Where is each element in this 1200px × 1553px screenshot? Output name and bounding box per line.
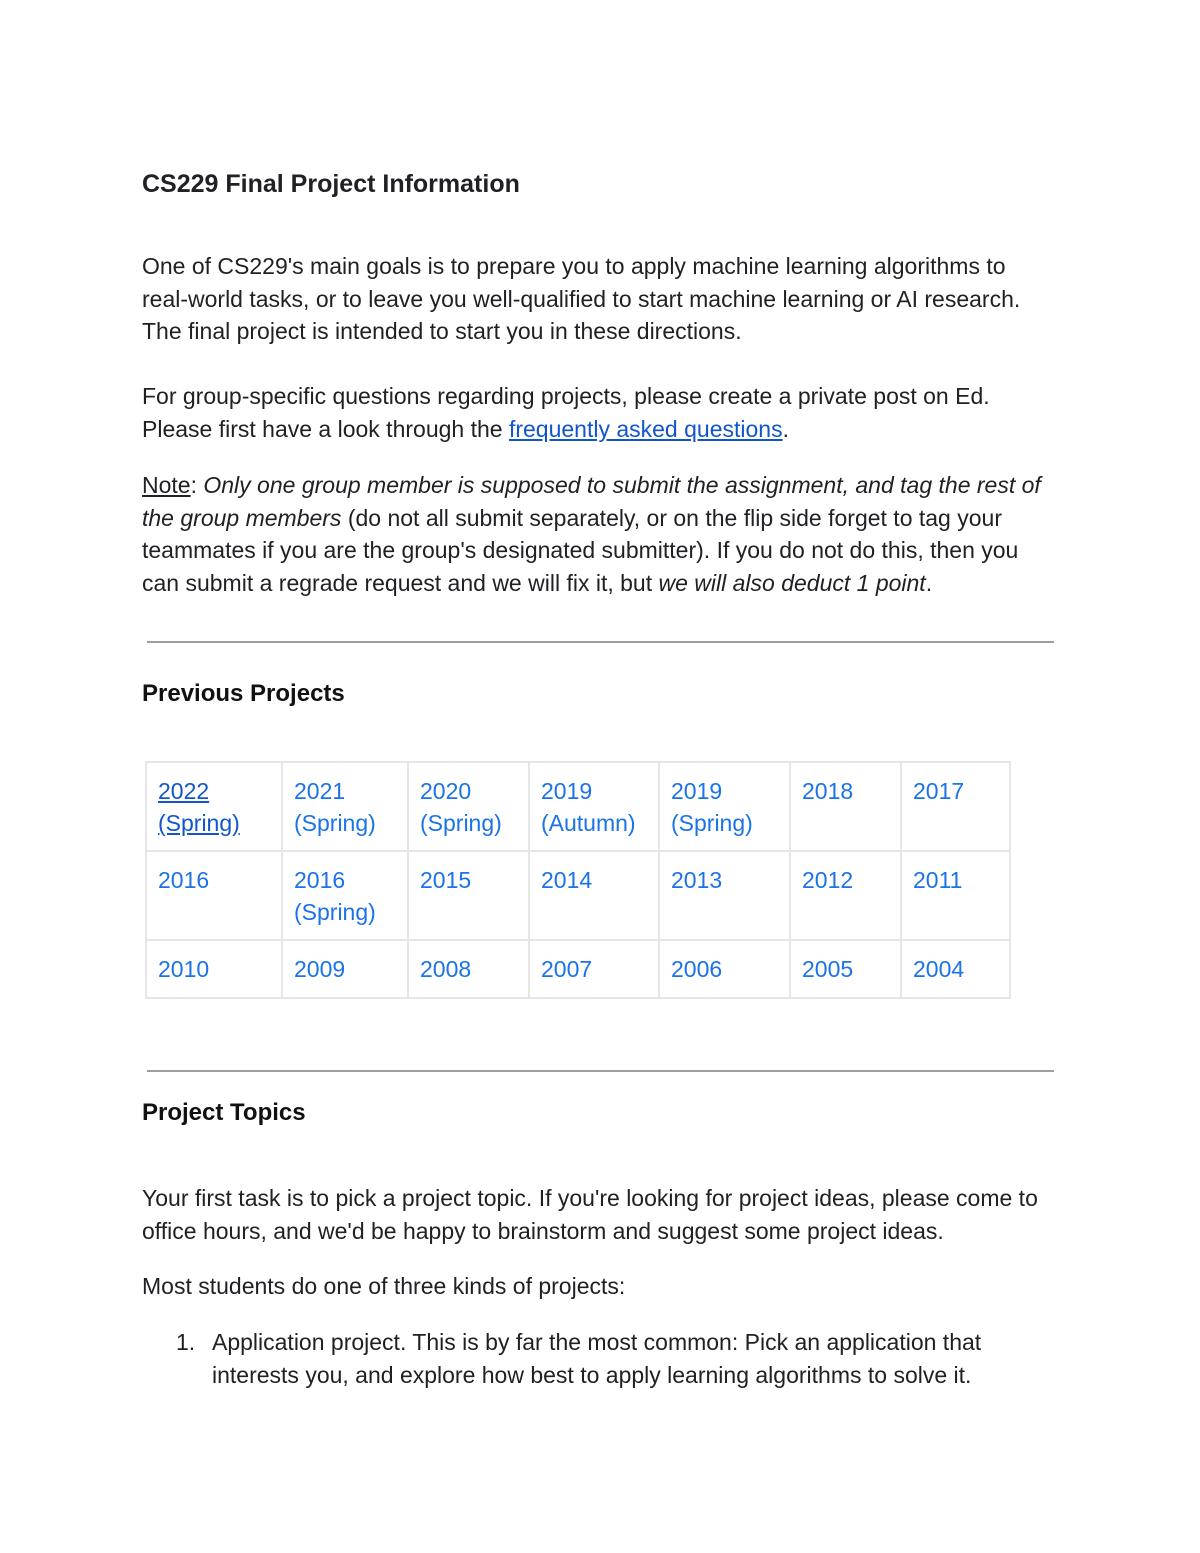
- year-link-2022-spring[interactable]: 2022 (Spring): [158, 778, 240, 836]
- questions-text: For group-specific questions regarding projects, please create a private post on Ed. Please first have a look through the: [142, 383, 990, 442]
- note-italic-1: Only one group member is supposed to submit the assignment, and tag the rest of the group members: [142, 472, 1041, 531]
- year-link-2016-spring[interactable]: 2016 (Spring): [294, 867, 376, 925]
- horizontal-divider: [147, 1070, 1054, 1072]
- table-cell: [659, 762, 790, 851]
- table-cell: [790, 851, 901, 940]
- year-link-2021-spring[interactable]: 2021 (Spring): [294, 778, 376, 836]
- year-link-2011[interactable]: 2011: [913, 867, 963, 893]
- list-item: [142, 1326, 1057, 1391]
- year-link-2020-spring[interactable]: 2020 (Spring): [420, 778, 502, 836]
- table-row: [146, 940, 1010, 998]
- table-cell: [146, 762, 282, 851]
- year-link-2014[interactable]: 2014: [541, 867, 593, 893]
- table-cell: [146, 851, 282, 940]
- year-link-2009[interactable]: 2009: [294, 956, 346, 982]
- table-cell: [146, 940, 282, 998]
- note-italic-2: we will also deduct 1 point: [658, 569, 926, 596]
- table-cell: [408, 762, 529, 851]
- year-link-2008[interactable]: 2008: [420, 956, 472, 982]
- horizontal-divider: [147, 641, 1054, 643]
- page-title: CS229 Final Project Information: [142, 170, 520, 198]
- topics-paragraph: Your first task is to pick a project topic. If you're looking for project ideas, please come to office hours, and we'd be happy to brainstorm and suggest some project ideas.: [142, 1185, 1038, 1244]
- list-item-number: 1.: [176, 1329, 196, 1355]
- note-label: Note: [142, 472, 191, 498]
- table-row: [146, 851, 1010, 940]
- note-colon: :: [190, 472, 204, 498]
- note-end: .: [925, 569, 933, 596]
- faq-link[interactable]: frequently asked questions: [508, 415, 783, 442]
- year-link-2015[interactable]: 2015: [420, 867, 472, 893]
- table-cell: [901, 940, 1010, 998]
- table-row: [146, 762, 1010, 851]
- table-cell: [901, 762, 1010, 851]
- project-topics-heading: Project Topics: [142, 1099, 306, 1126]
- table-cell: [790, 940, 901, 998]
- year-link-2019-autumn[interactable]: 2019 (Autumn): [541, 778, 636, 836]
- note-paragraph: [142, 469, 1057, 599]
- year-link-2016[interactable]: 2016: [158, 867, 210, 893]
- year-link-2004[interactable]: 2004: [913, 956, 965, 982]
- year-link-2006[interactable]: 2006: [671, 956, 723, 982]
- table-cell: [529, 940, 659, 998]
- year-link-2017[interactable]: 2017: [913, 778, 965, 804]
- year-link-2005[interactable]: 2005: [802, 956, 854, 982]
- year-link-2010[interactable]: 2010: [158, 956, 210, 982]
- table-cell: [282, 851, 408, 940]
- questions-end: .: [782, 415, 789, 442]
- year-link-2018[interactable]: 2018: [802, 778, 854, 804]
- year-link-2013[interactable]: 2013: [671, 867, 723, 893]
- project-kinds-list: [142, 1326, 1057, 1391]
- intro-paragraph: One of CS229's main goals is to prepare you to apply machine learning algorithms to real-world tasks, or to leave you well-qualified to start machine learning or AI research. The final project is intended to start you in these directions.: [142, 253, 1021, 344]
- table-cell: [529, 762, 659, 851]
- previous-projects-heading: Previous Projects: [142, 680, 345, 707]
- table-cell: [659, 940, 790, 998]
- table-cell: [282, 940, 408, 998]
- table-cell: [282, 762, 408, 851]
- year-link-2012[interactable]: 2012: [802, 867, 854, 893]
- table-cell: [790, 762, 901, 851]
- previous-projects-table: [145, 761, 1011, 999]
- table-cell: [529, 851, 659, 940]
- table-cell: [408, 940, 529, 998]
- table-cell: [659, 851, 790, 940]
- list-item-text: Application project. This is by far the most common: Pick an application that interests you, and explore how best to apply learning algorithms to solve it.: [212, 1329, 982, 1388]
- table-cell: [408, 851, 529, 940]
- note-text-1: (do not all submit separately, or on the flip side forget to tag your teammates if you are the group's designated submitter). If you do not do this, then you can submit a regrade request and we will fix it, but: [142, 504, 1019, 596]
- questions-paragraph: [142, 380, 1057, 445]
- kinds-paragraph: Most students do one of three kinds of projects:: [142, 1273, 626, 1299]
- year-link-2019-spring[interactable]: 2019 (Spring): [671, 778, 753, 836]
- table-cell: [901, 851, 1010, 940]
- year-link-2007[interactable]: 2007: [541, 956, 593, 982]
